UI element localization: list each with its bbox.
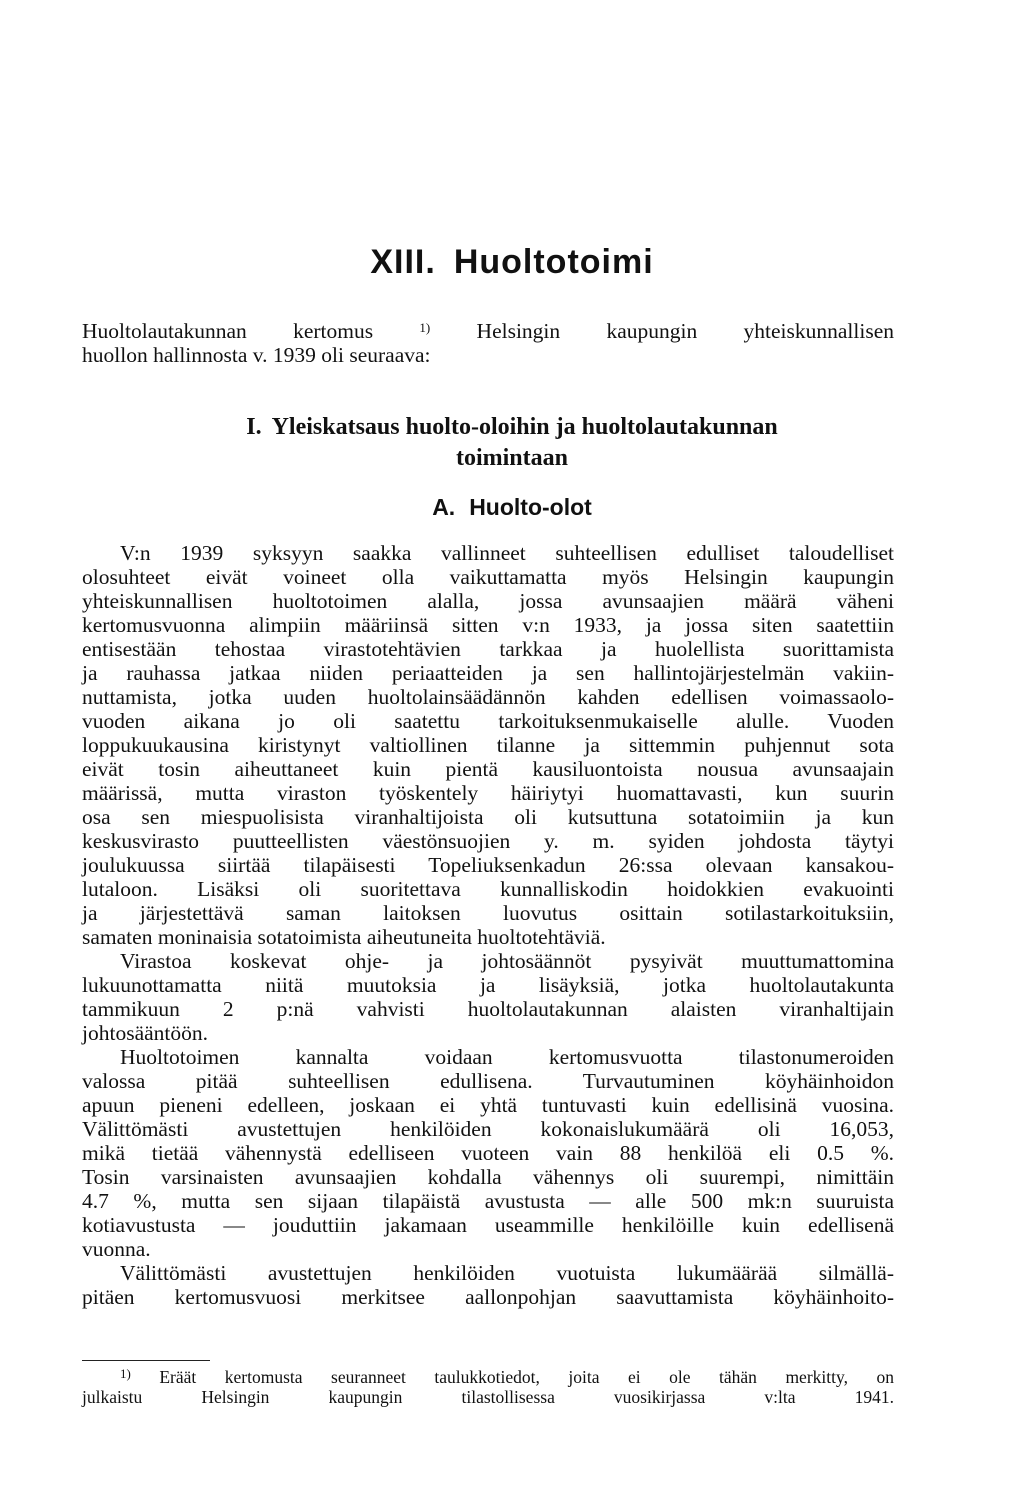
body-line: määrissä, mutta viraston työskentely häiriytyi huomattavasti, kun suurin (82, 781, 894, 805)
body-line: Välittömästi avustettujen henkilöiden vuotuista lukumäärää silmällä- (120, 1261, 894, 1285)
body-line: keskusvirasto puutteellisten väestönsuojien y. m. syiden johdosta täytyi (82, 829, 894, 853)
body-line: kertomusvuonna alimpiin määriinsä sitten v:n 1933, ja jossa siten saatettiin (82, 613, 894, 637)
body-line: mikä tietää vähennystä edelliseen vuoteen vain 88 henkilöä eli 0.5 %. (82, 1141, 894, 1165)
body-line: osa sen miespuolisista viranhaltijoista oli kutsuttuna sotatoimiin ja kun (82, 805, 894, 829)
body-line: johtosääntöön. (82, 1021, 208, 1045)
body-line: joulukuussa siirtää tilapäisesti Topeliuksenkadun 26:ssa olevaan kansakou- (82, 853, 894, 877)
body-line: olosuhteet eivät voineet olla vaikuttamatta myös Helsingin kaupungin (82, 565, 894, 589)
footnote (82, 1367, 894, 1407)
body-line: lukuunottamatta niitä muutoksia ja lisäyksiä, jotka huoltolautakunta (82, 973, 894, 997)
subsection-heading (0, 494, 1024, 521)
body-line: pitäen kertomusvuosi merkitsee aallonpohjan saavuttamista köyhäinhoito- (82, 1285, 894, 1309)
chapter-title (0, 243, 1024, 282)
body-line: 4.7 %, mutta sen sijaan tilapäistä avustusta — alle 500 mk:n suuruista (82, 1189, 894, 1213)
body-line: entisestään tehostaa virastotehtävien tarkkaa ja huolellista suorittamista (82, 637, 894, 661)
footnote-reference: 1) (419, 320, 431, 335)
body-line: Huoltotoimen kannalta voidaan kertomusvuotta tilastonumeroiden (120, 1045, 894, 1069)
chapter-number: XIII. (370, 243, 436, 281)
intro-paragraph (82, 319, 894, 367)
footnote-line: $^{1)}$ Eräät kertomusta seuranneet taulukkotiedot, joita ei ole tähän merkitty, on (120, 1366, 894, 1387)
body-line: ja järjestettävä saman laitoksen luovutus osittain sotilastarkoituksiin, (82, 901, 894, 925)
body-line: nuttamista, jotka uuden huoltolainsäädännön kahden edellisen voimassaolo- (82, 685, 894, 709)
body-line: Välittömästi avustettujen henkilöiden kokonaislukumäärä oli 16,053, (82, 1117, 894, 1141)
body-line: valossa pitää suhteellisen edullisena. Turvautuminen köyhäinhoidon (82, 1069, 894, 1093)
body-line: ja rauhassa jatkaa niiden periaatteiden ja sen hallintojärjestelmän vakiin- (82, 661, 894, 685)
intro-line: huollon hallinnosta v. 1939 oli seuraava: (82, 343, 431, 367)
body-line: apuun pieneni edelleen, joskaan ei yhtä tuntuvasti kuin edellisinä vuosina. (82, 1093, 894, 1117)
body-text (82, 541, 894, 1309)
body-line: yhteiskunnallisen huoltotoimen alalla, jossa avunsaajien määrä väheni (82, 589, 894, 613)
body-line: V:n 1939 syksyyn saakka vallinneet suhteellisen edulliset taloudelliset (120, 541, 894, 565)
chapter-name: Huoltotoimi (453, 243, 654, 281)
section-heading (0, 412, 1024, 474)
subsection-title: Huolto-olot (469, 494, 592, 520)
footnote-marker: 1) (120, 1366, 131, 1381)
body-line: Tosin varsinaisten avunsaajien kohdalla vähennys oli suurempi, nimittäin (82, 1165, 894, 1189)
section-number: I. (246, 414, 262, 440)
body-line: vuoden aikana jo oli saatettu tarkoituksenmukaiselle alulle. Vuoden (82, 709, 894, 733)
body-line: eivät tosin aiheuttaneet kuin pientä kausiluontoista nousua avunsaajain (82, 757, 894, 781)
body-line: lutaloon. Lisäksi oli suoritettava kunnalliskodin hoidokkien evakuointi (82, 877, 894, 901)
body-line: samaten moninaisia sotatoimista aiheutuneita huoltotehtäviä. (82, 925, 606, 949)
body-line: tammikuun 2 p:nä vahvisti huoltolautakunnan alaisten viranhaltijain (82, 997, 894, 1021)
body-line: Virastoa koskevat ohje- ja johtosäännöt pysyivät muuttumattomina (120, 949, 894, 973)
body-line: loppukuukausina kiristynyt valtiollinen tilanne ja sittemmin puhjennut sota (82, 733, 894, 757)
body-line: kotiavustusta — jouduttiin jakamaan useammille henkilöille kuin edellisenä (82, 1213, 894, 1237)
footnote-line: julkaistu Helsingin kaupungin tilastollisessa vuosikirjassa v:lta 1941. (82, 1387, 894, 1407)
body-line: vuonna. (82, 1237, 151, 1261)
footnote-divider (82, 1360, 210, 1361)
section-title-line-2: toimintaan (455, 445, 568, 471)
section-title-line-1: Yleiskatsaus huolto-oloihin ja huoltolautakunnan (271, 414, 778, 440)
intro-line: Huoltolautakunnan kertomus $^{1)}$ Helsingin kaupungin yhteiskunnallisen (82, 319, 894, 343)
subsection-letter: A. (432, 494, 456, 520)
